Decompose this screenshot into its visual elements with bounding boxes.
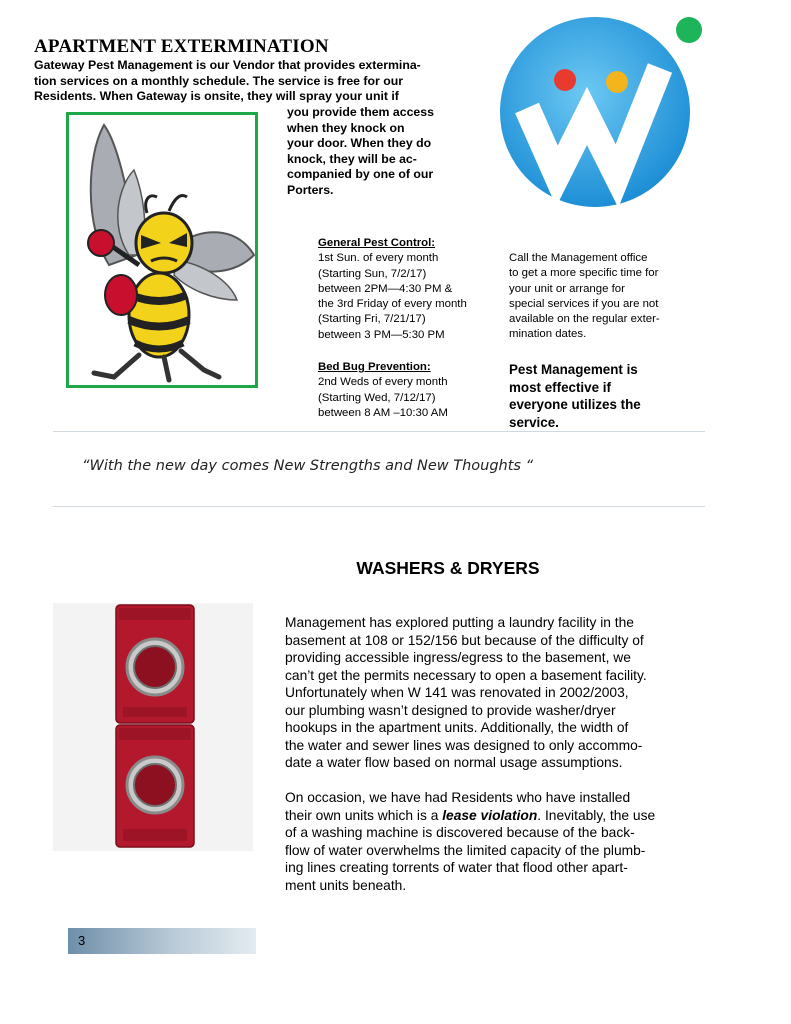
intro-paragraph — [34, 58, 454, 105]
body-text-fragment: . Inevitably, the use — [537, 807, 656, 823]
intro-line: you provide them access — [287, 105, 434, 119]
intro-line: when they knock on — [287, 120, 405, 135]
schedule-line: (Starting Fri, 7/21/17) — [318, 313, 426, 326]
note-line: mination dates. — [509, 328, 587, 341]
intro-continuation — [287, 105, 457, 199]
body-line: the water and sewer lines was designed to only accommo- — [285, 737, 643, 753]
body-line: of a washing machine is discovered because of the back- — [285, 825, 635, 840]
body-line: our plumbing wasn’t designed to provide washer/dryer — [285, 702, 616, 718]
note-line: your unit or arrange for — [509, 282, 625, 295]
bed-bug-prevention — [318, 360, 498, 421]
bee-illustration-frame — [66, 112, 258, 388]
intro-line: Porters. — [287, 182, 334, 197]
note-line: to get a more specific time for — [509, 267, 659, 280]
body-line: On occasion, we have had Residents who have installed — [285, 790, 631, 805]
schedule-line: (Starting Sun, 7/2/17) — [318, 267, 427, 280]
quote-top-divider — [53, 431, 705, 432]
intro-line: your door. When they do — [287, 136, 432, 151]
schedule-line: (Starting Wed, 7/12/17) — [318, 391, 436, 404]
call-management-note — [509, 251, 699, 343]
bed-bug-heading: Bed Bug Prevention: — [318, 361, 431, 373]
body-line: Unfortunately when W 141 was renovated in 2002/2003, — [285, 685, 629, 700]
body-text-fragment: their own units which is a — [285, 807, 443, 823]
section-title-extermination: APARTMENT EXTERMINATION — [34, 36, 329, 57]
body-line: basement at 108 or 152/156 but because of the difficulty of — [285, 632, 644, 648]
washer-dryer-image — [53, 603, 253, 851]
note-line: service. — [509, 414, 559, 430]
intro-line: companied by one of our — [287, 167, 434, 182]
body-line: ment units beneath. — [285, 877, 407, 893]
washers-paragraph-2 — [285, 789, 705, 894]
body-line: Management has explored putting a laundry facility in the — [285, 615, 634, 630]
body-line — [285, 807, 705, 825]
effectiveness-note — [509, 361, 699, 431]
schedule-line: between 8 AM –10:30 AM — [318, 406, 448, 419]
page-number: 3 — [78, 933, 86, 948]
intro-line: Gateway Pest Management is our Vendor that provides extermina- — [34, 58, 421, 72]
intro-line: tion services on a monthly schedule. The service is free for our — [34, 73, 404, 88]
washers-body — [285, 614, 705, 912]
general-pest-control — [318, 236, 498, 343]
intro-line: knock, they will be ac- — [287, 151, 417, 166]
note-line: everyone utilizes the — [509, 397, 641, 412]
schedule-line: 1st Sun. of every month — [318, 252, 439, 265]
body-line: can’t get the permits necessary to open a basement facility. — [285, 667, 647, 683]
section-title-washers: WASHERS & DRYERS — [356, 558, 540, 578]
lease-violation-emphasis: lease violation — [442, 807, 538, 823]
schedule-line: 2nd Weds of every month — [318, 376, 448, 389]
general-pest-heading: General Pest Control: — [318, 237, 436, 249]
note-line: most effective if — [509, 379, 611, 395]
body-line: flow of water overwhelms the limited capacity of the plumb- — [285, 842, 646, 858]
page-footer — [68, 928, 256, 954]
note-line: Call the Management office — [509, 252, 648, 264]
schedule-line: between 2PM—4:30 PM & — [318, 282, 453, 295]
note-line: Pest Management is — [509, 362, 638, 377]
company-logo — [495, 8, 710, 208]
bee-illustration — [69, 115, 255, 385]
intro-line: Residents. When Gateway is onsite, they will spray your unit if — [34, 89, 399, 104]
body-line: hookups in the apartment units. Additionally, the width of — [285, 720, 629, 735]
schedule-line: the 3rd Friday of every month — [318, 298, 467, 311]
body-line: date a water flow based on normal usage assumptions. — [285, 755, 623, 770]
body-line: ing lines creating torrents of water that flood other apart- — [285, 860, 628, 875]
body-line: providing accessible ingress/egress to the basement, we — [285, 650, 631, 665]
washers-paragraph-1 — [285, 614, 705, 772]
schedule-line: between 3 PM—5:30 PM — [318, 328, 445, 341]
note-line: special services if you are not — [509, 297, 659, 310]
note-line: available on the regular exter- — [509, 313, 660, 326]
quote-bottom-divider — [53, 506, 705, 507]
quote-text: “With the new day comes New Strengths and New Thoughts “ — [82, 458, 534, 474]
